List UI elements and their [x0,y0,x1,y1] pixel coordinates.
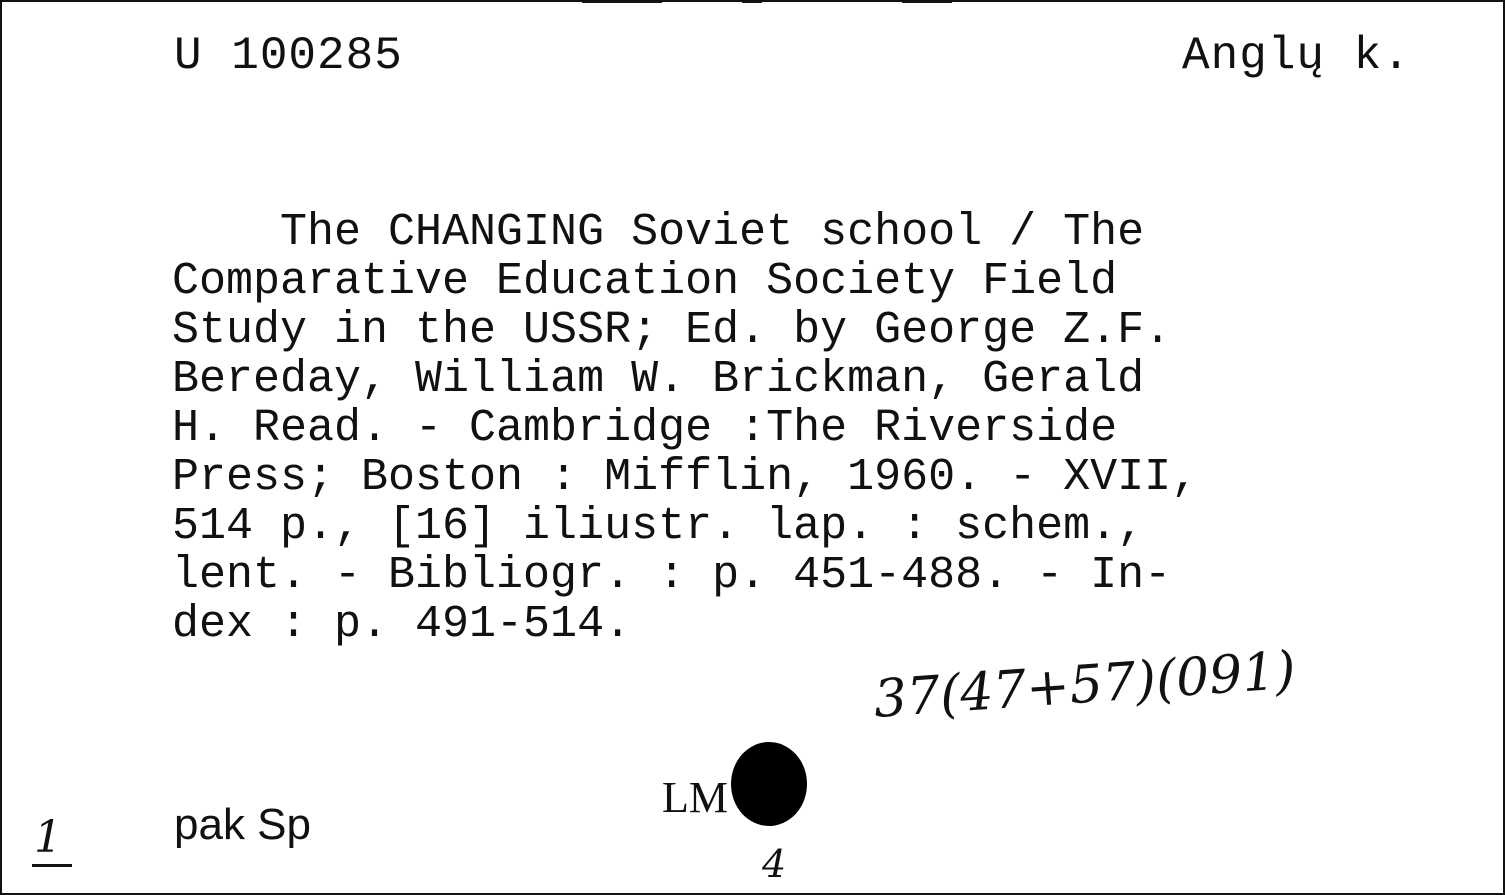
location-mark: LM [662,773,728,822]
call-number: U 100285 [174,30,403,82]
record-line: Comparative Education Society Field [172,256,1118,307]
classification-code: 37(47+57)(091) [871,640,1298,730]
record-line: dex : p. 491-514. [172,599,632,650]
top-edge-mark [902,0,952,3]
language-label: Anglų k. [1182,30,1411,82]
storage-note: pak Sp [174,800,311,849]
record-line: H. Read. - Cambridge :The Riverside [172,403,1118,454]
bibliographic-record [172,208,1352,649]
record-line: Bereday, William W. Brickman, Gerald [172,354,1145,405]
copy-number: 1 [34,812,62,863]
location-dot [731,742,807,826]
record-line: lent. - Bibliogr. : p. 451-488. - In- [172,550,1172,601]
copy-number-underline [32,864,72,867]
record-line: Study in the USSR; Ed. by George Z.F. [172,305,1172,356]
handwritten-number: 4 [762,842,787,886]
top-edge-mark [582,0,662,3]
top-edge-mark [742,0,762,3]
record-line: The CHANGING Soviet school / The [172,207,1145,258]
record-line: 514 p., [16] iliustr. lap. : schem., [172,501,1145,552]
record-line: Press; Boston : Mifflin, 1960. - XVII, [172,452,1199,503]
